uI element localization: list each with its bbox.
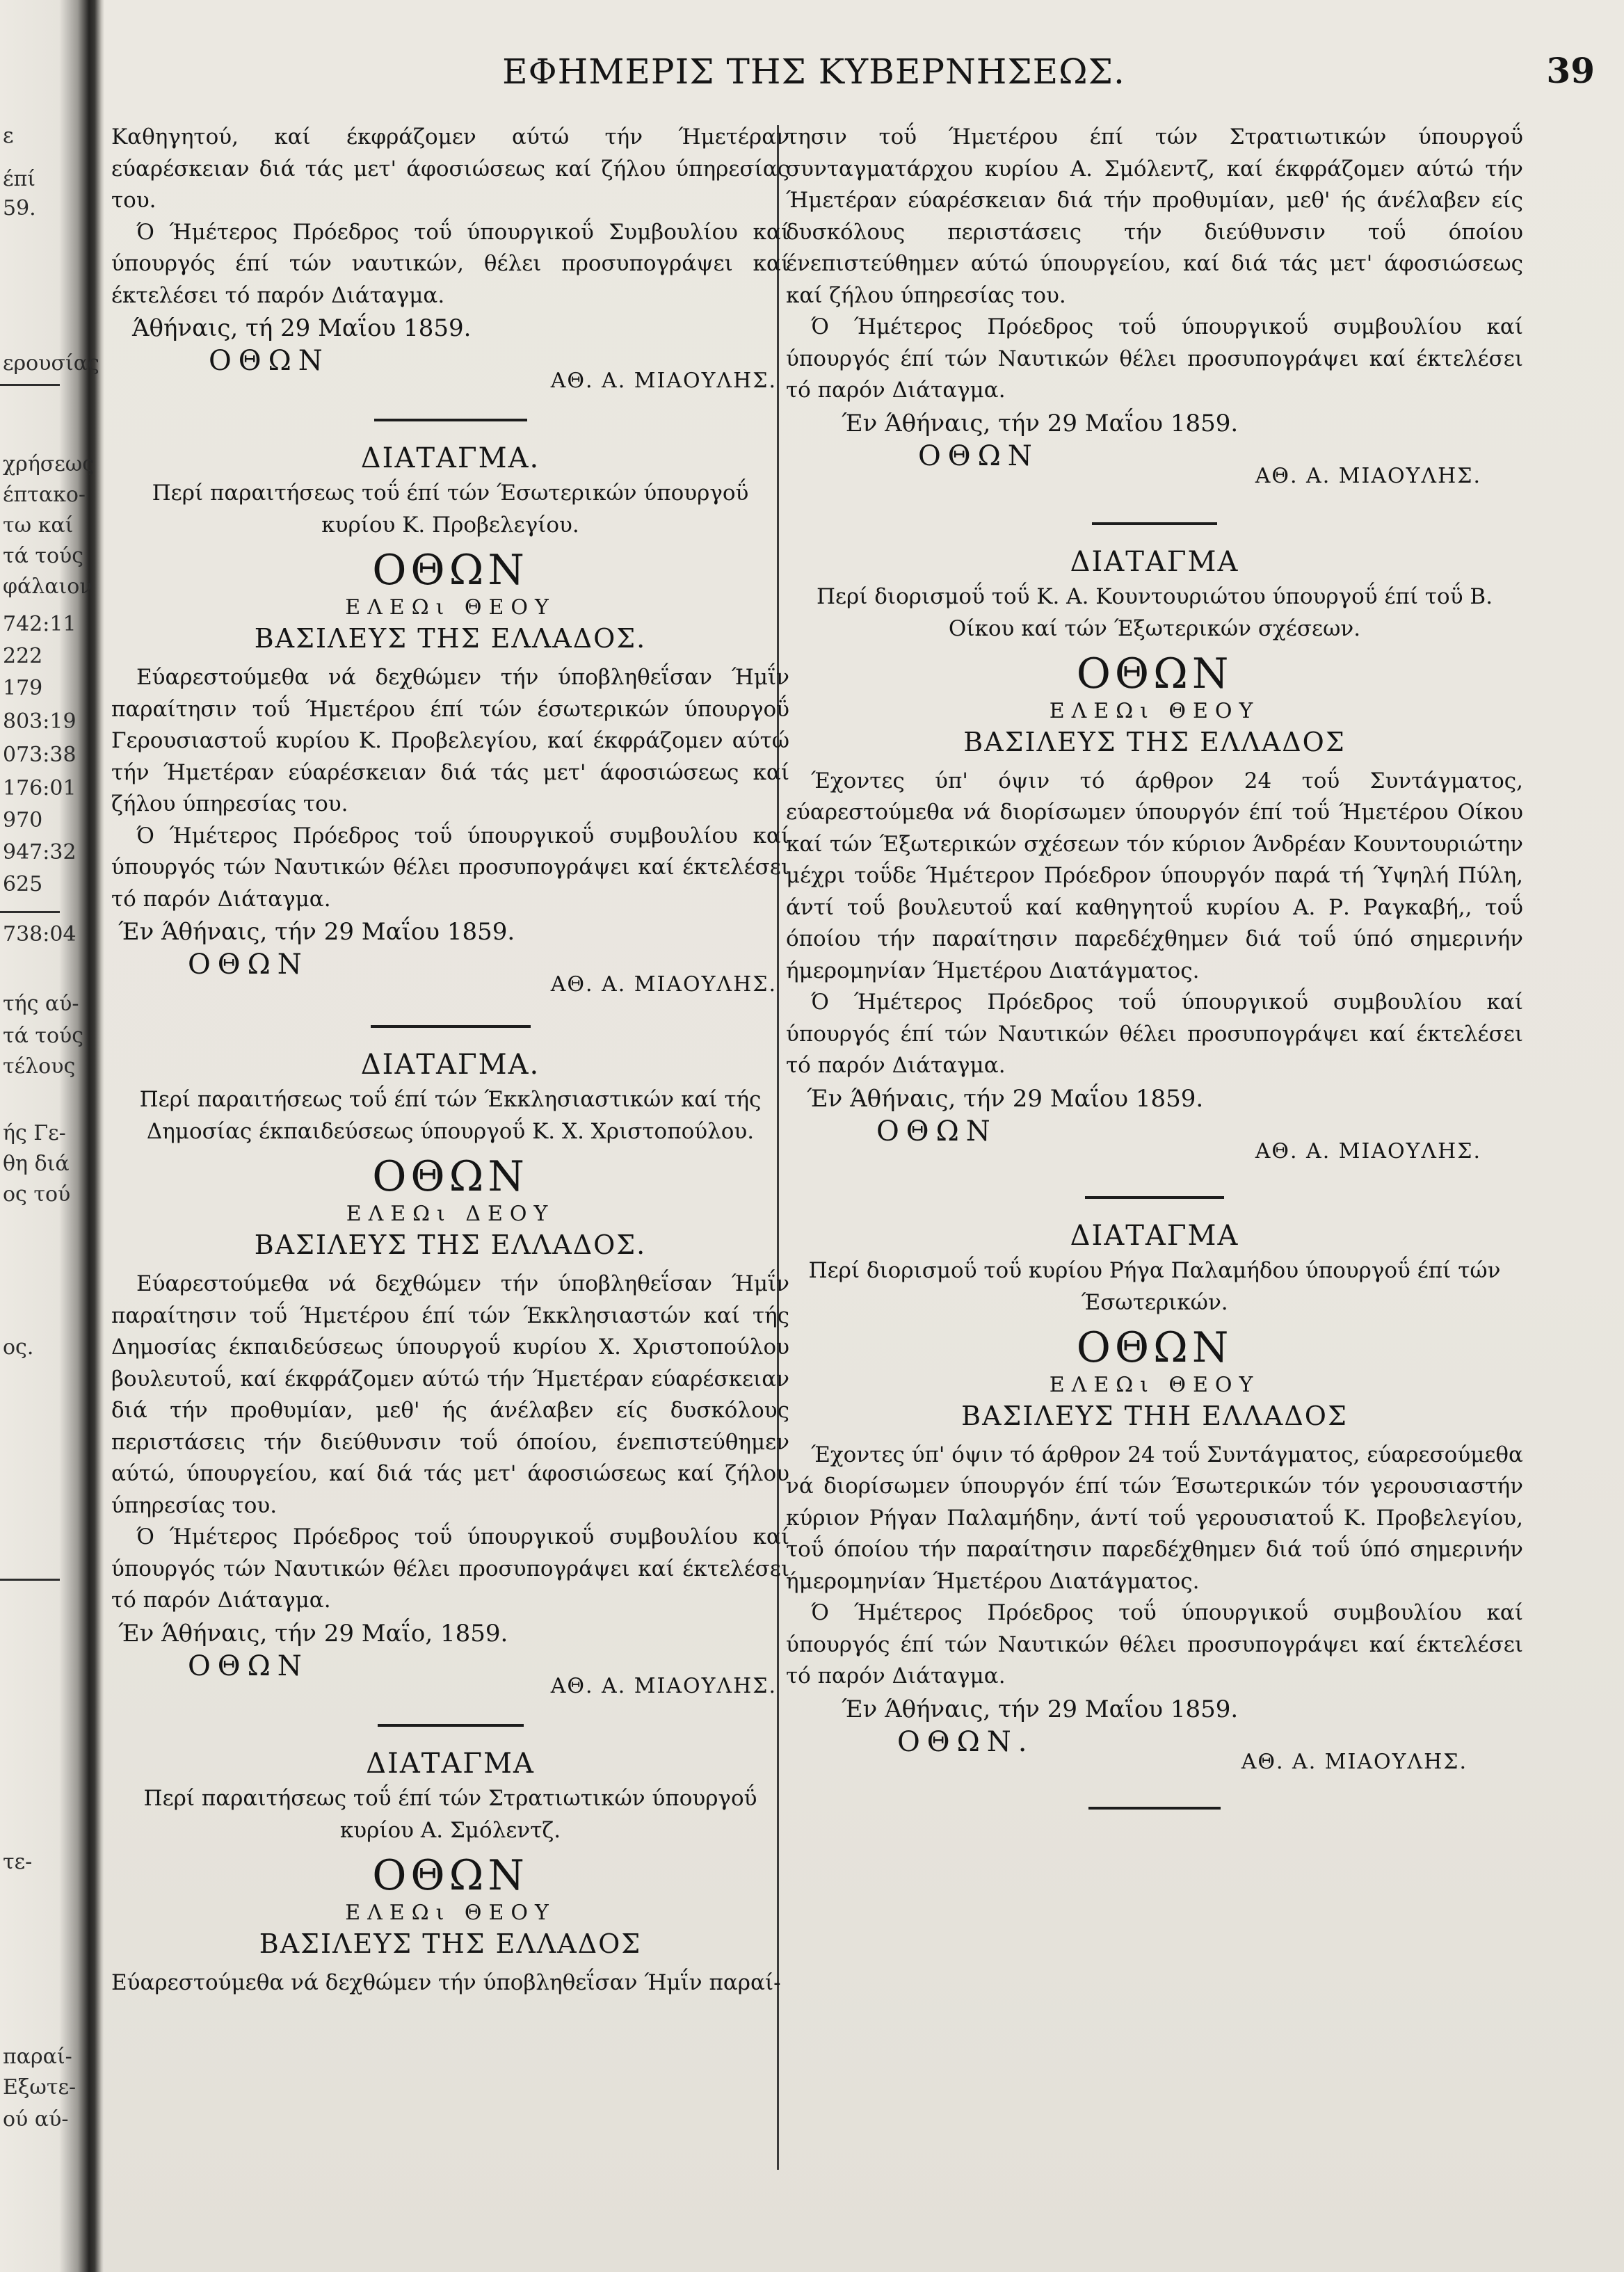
strip-text: 970 [3,808,43,832]
paragraph: Ό Ήμέτερος Πρόεδρος τοΰ ύπουργικοΰ συμβουλίου καί ύπουργός έπί τών Ναυτικών θέλει προσυπογράψει καί έκτελέσει τό παρόν Διάταγμα. [786,1600,1523,1689]
signature-block [786,1726,1523,1784]
decree-date: Έν Άθήναις, τήν 29 Μαΐου 1859. [842,1695,1239,1723]
paragraph: Εύαρεστούμεθα νά δεχθώμεν τήν ύποβληθεΐσαν Ήμΐν παραίτησιν τοΰ Ήμετέρου έπί τών Έκκλησιαστών καί τής Δημοσίας έκπαιδεύσεως ύπουργοΰ κυρίου Χ. Χριστοπούλου βουλευτοΰ, καί έκφράζομεν αύτώ τήν Ήμετέραν εύαρέσκειαν διά τήν προθυμίαν, μεθ' ής άνέλαβεν είς δυσκόλους περιστάσεις τήν διεύθυνσιν τοΰ όποίου, ένεπιστεύθημεν αύτώ, ύπουργείου, καί διά τάς μετ' άφοσιώσεως καί ζήλου ύπηρεσίας του. [111,1271,789,1518]
strip-text: ερουσίας [3,351,99,376]
decree-subject: Περί διορισμοΰ τοΰ Κ. Α. Κουντουριώτου ύπουργοΰ έπί τοΰ Β. Οίκου καί τών Έξωτερικών σχέσεων. [816,583,1493,641]
signature-block [111,345,789,396]
signature-block [786,440,1523,500]
decree-subject: Περί παραιτήσεως τοΰ έπί τών Στρατιωτικών ύπουργοΰ κυρίου Α. Σμόλεντζ. [143,1785,757,1843]
signature-block [111,949,789,1003]
king-signature: ΟΘΩΝ [188,949,309,981]
paragraph: Ό Ήμέτερος Πρόεδρος τοΰ ύπουργικοΰ συμβουλίου καί ύπουργός έπί τών Ναυτικών θέλει προσυπογράψει καί έκτελέσει τό παρόν Διάταγμα. [786,314,1523,403]
paragraph: Έχοντες ύπ' όψιν τό άρθρον 24 τοΰ Συντάγματος, εύαρεστούμεθα νά διορίσωμεν ύπουργόν έπί τοΰ Ήμετέρου Οίκου καί τών Έξωτερικών σχέσεων τόν κύριον Άνδρέαν Κουντουριώτην μέχρι τοΰδε Ήμέτερον Πρόεδρον ύπουργόν παρά τή Ύψηλή Πύλη, άντί τοΰ βουλευτοΰ καί καθηγητοΰ κυρίου Α. Ρ. Ραγκαβή,, τοΰ όποίου τήν παραίτησιν παρεδέχθημεν διά τοΰ ύπό σημερινήν ήμερομηνίαν Ήμετέρου Διατάγματος. [786,768,1523,983]
decree [111,1049,789,1727]
strip-text: 179 [3,676,43,700]
by-grace-of-god: ΕΛΕΩι ΘΕΟΥ [1049,698,1260,723]
by-grace-of-god: ΕΛΕΩι ΘΕΟΥ [345,1900,556,1925]
king-title: ΒΑΣΙΛΕΥΣ ΤΗΣ ΕΛΛΑΔΟΣ. [254,623,647,654]
strip-text: ος τού [3,1182,71,1207]
decree-heading: ΔΙΑΤΑΓΜΑ. [360,1049,540,1081]
king-title: ΒΑΣΙΛΕΥΣ ΤΗΣ ΕΛΛΑΔΟΣ [963,726,1346,757]
paragraph: Εύαρεστούμεθα νά δεχθώμεν τήν ύποβληθεΐσαν Ήμΐν παραίτησιν τοΰ Ήμετέρου έπί τών έσωτερικών ύπουργοΰ Γερουσιαστοΰ κυρίου Κ. Προβελεγίου, καί έκφράζομεν αύτώ τήν Ήμετέραν εύαρέσκειαν διά τάς μετ' άφοσιώσεως καί ζήλου ύπηρεσίας του. [111,665,789,816]
strip-text: ού αύ- [3,2107,69,2132]
paragraph: Ό Ήμέτερος Πρόεδρος τοΰ ύπουργικοΰ συμβουλίου καί ύπουργός τών Ναυτικών θέλει προσυπογράψει καί έκτελέσει τό παρόν Διάταγμα. [111,823,789,912]
separator-rule [1092,522,1217,525]
decree-date: Έν Άθήναις, τήν 29 Μαΐου 1859. [842,409,1239,437]
signature-block [786,1115,1523,1174]
paragraph: Καθηγητού, καί έκφράζομεν αύτώ τήν Ήμετέραν εύαρέσκειαν διά τάς μετ' άφοσιώσεως καί ζήλου ύπηρεσίας του. [111,124,789,213]
king-name: ΟΘΩΝ [1076,1323,1233,1372]
decree-date: Έν Άθήναις, τήν 29 Μαΐου 1859. [807,1084,1204,1113]
masthead [104,43,1624,100]
decree-date: Έν Άθήναις, τήν 29 Μαΐο, 1859. [118,1619,508,1647]
king-signature: ΟΘΩΝ [876,1115,997,1147]
king-title: ΒΑΣΙΛΕΥΣ ΤΗΣ ΕΛΛΑΔΟΣ. [254,1230,647,1260]
strip-text: 803:19 [3,709,77,734]
strip-text: ος. [3,1335,34,1360]
signature-block [111,1650,789,1702]
strip-rule [0,384,60,386]
strip-text: ής Γε- [3,1121,66,1145]
strip-text: τε- [3,1850,33,1874]
king-name: ΟΘΩΝ [372,546,529,595]
strip-text: τέλους [3,1054,76,1079]
gazette-title: ΕΦΗΜΕΡΙΣ ΤΗΣ ΚΥΒΕΡΝΗΣΕΩΣ. [502,51,1125,92]
minister-signature: ΑΘ. Α. ΜΙΑΟΥΛΗΣ. [1241,1749,1468,1774]
strip-text: Εξωτε- [3,2075,77,2100]
strip-text: 073:38 [3,743,77,767]
decree-heading: ΔΙΑΤΑΓΜΑ [1070,545,1239,578]
decree [111,1748,789,1999]
left-column [111,122,789,1999]
decree [786,546,1523,1199]
paragraph: Ό Ήμέτερος Πρόεδρος τοΰ ύπουργικοΰ Συμβουλίου καί ύπουργός έπί τών ναυτικών, θέλει προσυπογράψει καί έκτελέσει τό παρόν Διάταγμα. [111,219,789,308]
separator-rule [374,419,527,421]
strip-rule [0,911,60,913]
minister-signature: ΑΘ. Α. ΜΙΑΟΥΛΗΣ. [1255,1138,1481,1163]
separator-rule [1085,1196,1224,1199]
by-grace-of-god: ΕΛΕΩι ΘΕΟΥ [345,595,556,620]
paragraph: Έχοντες ύπ' όψιν τό άρθρον 24 τοΰ Συντάγματος, εύαρεσούμεθα νά διορίσωμεν ύπουργόν έπί τών Έσωτερικών τόν γερουσιαστήν κύριον Ρήγαν Παλαμήδην, άντί τοΰ γερουσιατοΰ Κ. Προβελεγίου, τοΰ όποίου τήν παραίτησιν παρεδέχθημεν διά τοΰ ύπό σημερινήν ήμερομηνίαν Ήμετέρου Διατάγματος. [786,1442,1523,1594]
page-number: 39 [1546,50,1595,91]
strip-text: 738:04 [3,922,77,946]
strip-text: 742:11 [3,612,77,636]
king-signature: ΟΘΩΝ [918,440,1039,472]
separator-rule [1088,1807,1221,1810]
paragraph: τησιν τοΰ Ήμετέρου έπί τών Στρατιωτικών ύπουργοΰ συνταγματάρχου κυρίου Α. Σμόλεντζ, καί έκφράζομεν αύτώ τήν Ήμετέραν εύαρέσκειαν διά τήν προθυμίαν, μεθ' ής άνέλαβεν είς δυσκόλους περιστάσεις τήν διεύθυνσιν τοΰ όποίου ένεπιστεύθημεν αύτώ ύπουργείου, καί διά τάς μετ' άφοσιώσεως καί ζήλου ύπηρεσίας του. [786,124,1523,308]
decree-date: Άθήναις, τή 29 Μαΐου 1859. [132,314,472,342]
king-title: ΒΑΣΙΛΕΥΣ ΤΗΗ ΕΛΛΑΔΟΣ [961,1400,1348,1431]
strip-text: τά τούς [3,1024,84,1048]
by-grace-of-god: ΕΛΕΩι ΔΕΟΥ [346,1202,555,1226]
strip-text: 625 [3,872,43,896]
king-title: ΒΑΣΙΛΕΥΣ ΤΗΣ ΕΛΛΑΔΟΣ [259,1928,642,1959]
decree-heading: ΔΙΑΤΑΓΜΑ [366,1747,535,1780]
decree [111,442,789,1028]
king-signature: ΟΘΩΝ [188,1650,309,1682]
separator-rule [378,1724,524,1727]
strip-rule [0,1579,60,1581]
paragraph: Ό Ήμέτερος Πρόεδρος τοΰ ύπουργικοΰ συμβουλίου καί ύπουργός έπί τών Ναυτικών θέλει προσυπογράψει καί έκτελέσει τό παρόν Διάταγμα. [786,990,1523,1078]
minister-signature: ΑΘ. Α. ΜΙΑΟΥΛΗΣ. [1255,463,1481,488]
king-signature: ΟΘΩΝ [209,345,330,377]
minister-signature: ΑΘ. Α. ΜΙΑΟΥΛΗΣ. [550,369,777,393]
decree-subject: Περί παραιτήσεως τοΰ έπί τών Έσωτερικών ύπουργοΰ κυρίου Κ. Προβελεγίου. [152,481,749,538]
king-name: ΟΘΩΝ [372,1152,529,1201]
minister-signature: ΑΘ. Α. ΜΙΑΟΥΛΗΣ. [550,1673,777,1698]
decree-subject: Περί διορισμοΰ τοΰ κυρίου Ρήγα Παλαμήδου ύπουργοΰ έπί τών Έσωτερικών. [808,1257,1501,1315]
king-name: ΟΘΩΝ [372,1851,529,1900]
separator-rule [371,1025,531,1028]
decree-heading: ΔΙΑΤΑΓΜΑ [1070,1219,1239,1252]
binding-gutter [0,0,104,2272]
paragraph: Ό Ήμέτερος Πρόεδρος τοΰ ύπουργικοΰ συμβουλίου καί ύπουργός τών Ναυτικών θέλει προσυπογράψει καί έκτελέσει τό παρόν Διάταγμα. [111,1524,789,1613]
strip-text: τω καί [3,513,74,538]
strip-text: θη διά [3,1152,70,1176]
decree-subject: Περί παραιτήσεως τοΰ έπί τών Έκκλησιαστικών καί τής Δημοσίας έκπαιδεύσεως ύπουργοΰ Κ. Χ. Χριστοπούλου. [139,1087,762,1144]
strip-text: 222 [3,644,43,668]
decree-heading: ΔΙΑΤΑΓΜΑ. [360,442,540,474]
strip-text: 176:01 [3,776,77,800]
strip-text: χρήσεως [3,452,95,476]
strip-text: 59. [3,196,36,220]
minister-signature: ΑΘ. Α. ΜΙΑΟΥΛΗΣ. [550,972,777,997]
decree [786,1220,1523,1810]
strip-text: 947:32 [3,840,77,864]
strip-text: ε [3,124,14,148]
strip-text: φάλαιον [3,574,93,599]
strip-text: έπί [3,167,36,191]
strip-text: τής αύ- [3,992,79,1016]
right-column [786,122,1523,1830]
king-signature: ΟΘΩΝ. [897,1725,1034,1758]
by-grace-of-god: ΕΛΕΩι ΘΕΟΥ [1049,1372,1260,1397]
strip-text: τά τούς [3,544,84,568]
decree-date: Έν Άθήναις, τήν 29 Μαΐου 1859. [118,918,515,946]
king-name: ΟΘΩΝ [1076,649,1233,698]
strip-text: παραί- [3,2045,72,2069]
strip-text: έπτακο- [3,483,86,507]
paragraph: Εύαρεστούμεθα νά δεχθώμεν τήν ύποβληθεΐσαν Ήμΐν παραί- [111,1969,781,1995]
